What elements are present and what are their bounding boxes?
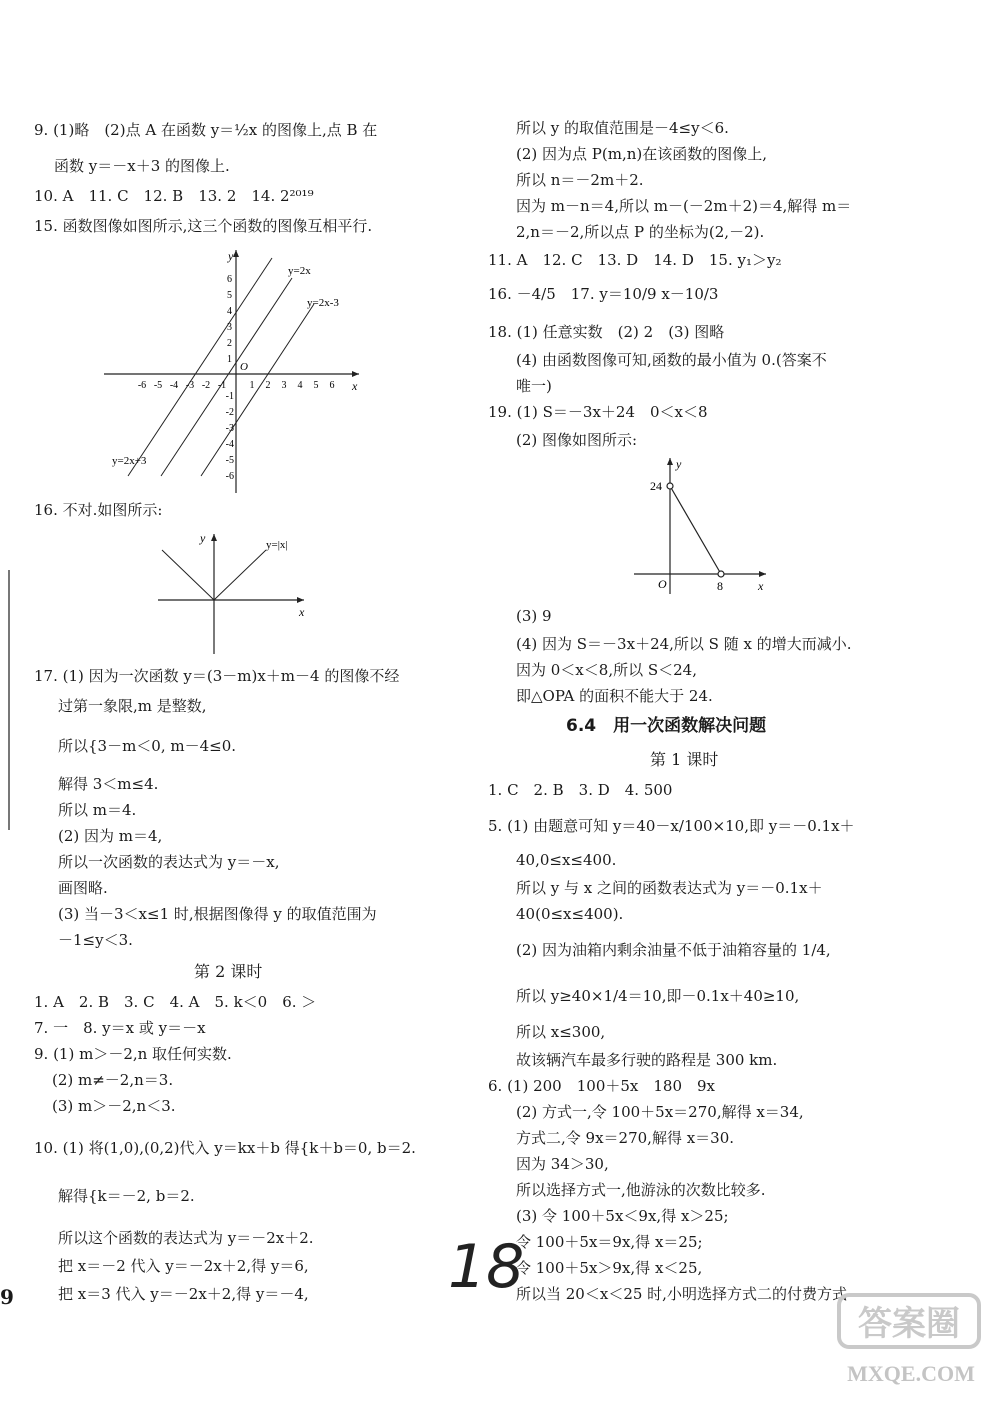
answer-line: 7. 一 8. y＝x 或 y＝－x (34, 1019, 206, 1037)
answer-line: 18. (1) 任意实数 (2) 2 (3) 图略 (488, 323, 725, 341)
answer-line: 唯一) (516, 377, 552, 395)
answer-line: 故该辆汽车最多行驶的路程是 300 km. (516, 1051, 778, 1069)
answer-line: 把 x＝－2 代入 y＝－2x＋2,得 y＝6, (58, 1257, 309, 1275)
axis-label: x (352, 379, 358, 393)
tick-label: 1 (249, 380, 255, 391)
tick-label: 2 (265, 380, 271, 391)
answer-line: 画图略. (58, 879, 108, 897)
answer-line: －1≤y＜3. (58, 931, 133, 949)
line-label: y=2x-3 (307, 297, 339, 309)
answer-line: 所以 n＝－2m＋2. (516, 171, 644, 189)
tick-label: 24 (650, 479, 662, 493)
answer-line: 16. －4/5 17. y＝10/9 x－10/3 (488, 285, 719, 303)
answer-line: (3) 当－3＜x≤1 时,根据图像得 y 的取值范围为 (58, 905, 377, 923)
answer-line: 1. A 2. B 3. C 4. A 5. k＜0 6. ＞ (34, 993, 317, 1011)
answer-line: 解得 3＜m≤4. (58, 775, 159, 793)
answer-line: 10. (1) 将(1,0),(0,2)代入 y＝kx＋b 得{k＋b＝0, b＝2. (34, 1139, 416, 1157)
answer-line: 11. A 12. C 13. D 14. D 15. y₁＞y₂ (488, 251, 782, 269)
axis-label: y (200, 531, 206, 545)
tick-label: 3 (281, 380, 287, 391)
answer-line: 过第一象限,m 是整数, (58, 697, 207, 715)
answer-line: 所以 y 的取值范围是－4≤y＜6. (516, 119, 729, 137)
tick-label: -2 (201, 380, 211, 391)
page-edge-mark (8, 570, 10, 830)
axis-label: y (228, 249, 234, 263)
line-label: y=2x (288, 265, 311, 277)
tick-label: 8 (717, 579, 723, 593)
line-label: y=2x+3 (112, 455, 147, 467)
answer-line: (2) 因为点 P(m,n)在该函数的图像上, (516, 145, 768, 163)
answer-line: 所以一次函数的表达式为 y＝－x, (58, 853, 280, 871)
answer-line: 所以{3－m＜0, m－4≤0. (58, 737, 237, 755)
answer-line: 17. (1) 因为一次函数 y＝(3－m)x＋m－4 的图像不经 (34, 667, 400, 685)
answer-line: 所以 y 与 x 之间的函数表达式为 y＝－0.1x＋ (516, 879, 823, 897)
answer-line: 方式二,令 9x＝270,解得 x＝30. (516, 1129, 735, 1147)
tick-label: 4 (297, 380, 303, 391)
section-title: 6.4 用一次函数解决问题 (566, 716, 767, 736)
tick-label: -3 (185, 380, 195, 391)
subsection-title: 第 1 课时 (650, 750, 719, 769)
answer-line: 因为 m－n＝4,所以 m－(－2m＋2)＝4,解得 m＝ (516, 197, 852, 215)
answer-line: 2,n＝－2,所以点 P 的坐标为(2,－2). (516, 223, 765, 241)
answer-line: 1. C 2. B 3. D 4. 500 (488, 781, 673, 799)
tick-label: -2 (225, 407, 234, 418)
page-number: 9 (0, 1285, 14, 1309)
origin-label: O (240, 361, 248, 373)
answer-line: 解得{k＝－2, b＝2. (58, 1187, 195, 1205)
graph-s-function (626, 454, 776, 604)
origin-label: O (658, 577, 667, 591)
tick-label: -4 (169, 380, 179, 391)
answer-line: (3) 9 (516, 607, 552, 625)
answer-line: 9. (1)略 (2)点 A 在函数 y＝½x 的图像上,点 B 在 (34, 121, 378, 139)
answer-line: 所以当 20＜x＜25 时,小明选择方式二的付费方式 (516, 1285, 847, 1303)
graph-absolute-value (154, 528, 314, 658)
graph-label: y=|x| (266, 539, 288, 551)
tick-label: -1 (217, 380, 227, 391)
graph-parallel-lines (104, 248, 364, 498)
tick-label: -5 (153, 380, 163, 391)
answer-line: 因为 0＜x＜8,所以 S＜24, (516, 661, 697, 679)
answer-line: (2) 因为油箱内剩余油量不低于油箱容量的 1/4, (516, 941, 831, 959)
answer-line: 因为 34＞30, (516, 1155, 609, 1173)
answer-line: 令 100＋5x＞9x,得 x＜25, (516, 1259, 703, 1277)
tick-label: -5 (225, 455, 234, 466)
answer-line: (4) 由函数图像可知,函数的最小值为 0.(答案不 (516, 351, 827, 369)
tick-label: 6 (329, 380, 335, 391)
answer-line: 所以这个函数的表达式为 y＝－2x＋2. (58, 1229, 314, 1247)
answer-line: (4) 因为 S＝－3x＋24,所以 S 随 x 的增大而减小. (516, 635, 852, 653)
watermark-logo (835, 1285, 990, 1390)
tick-label: 4 (227, 306, 232, 317)
watermark-url: MXQE.COM (847, 1361, 975, 1386)
answer-line: 6. (1) 200 100＋5x 180 9x (488, 1077, 715, 1095)
tick-label: -4 (225, 439, 234, 450)
tick-label: -6 (137, 380, 147, 391)
answer-line: (3) m＞－2,n＜3. (52, 1097, 176, 1115)
answer-line: 9. (1) m＞－2,n 取任何实数. (34, 1045, 232, 1063)
tick-label: 6 (227, 274, 232, 285)
answer-line: 16. 不对.如图所示: (34, 501, 163, 519)
answer-line: (2) 因为 m＝4, (58, 827, 163, 845)
answer-line: 所以 x≤300, (516, 1023, 606, 1041)
axis-label: x (299, 605, 305, 619)
answer-line: (2) 方式一,令 100＋5x＝270,解得 x＝34, (516, 1103, 804, 1121)
tick-label: -1 (225, 391, 234, 402)
answer-line: 5. (1) 由题意可知 y＝40－x/100×10,即 y＝－0.1x＋ (488, 817, 855, 835)
answer-line: (2) 图像如图所示: (516, 431, 638, 449)
answer-line: (2) m≠－2,n＝3. (52, 1071, 174, 1089)
answer-line: 函数 y＝－x＋3 的图像上. (54, 157, 230, 175)
tick-label: 1 (227, 354, 232, 365)
answer-line: 15. 函数图像如图所示,这三个函数的图像互相平行. (34, 217, 373, 235)
answer-line: 所以 y≥40×1/4＝10,即－0.1x＋40≥10, (516, 987, 800, 1005)
subsection-title: 第 2 课时 (194, 962, 263, 981)
answer-line: 10. A 11. C 12. B 13. 2 14. 2²⁰¹⁹ (34, 187, 314, 205)
tick-label: 5 (227, 290, 232, 301)
tick-label: 3 (227, 322, 232, 333)
tick-label: 5 (313, 380, 319, 391)
answer-line: 所以 m＝4. (58, 801, 137, 819)
answer-line: (3) 令 100＋5x＜9x,得 x＞25; (516, 1207, 729, 1225)
answer-line: 令 100＋5x＝9x,得 x＝25; (516, 1233, 703, 1251)
axis-label: x (758, 579, 764, 593)
tick-label: 2 (227, 338, 232, 349)
answer-line: 即△OPA 的面积不能大于 24. (516, 687, 713, 705)
answer-line: 40,0≤x≤400. (516, 851, 617, 869)
handwritten-note: 18 (448, 1232, 525, 1302)
answer-line: 40(0≤x≤400). (516, 905, 624, 923)
tick-label: -6 (225, 471, 234, 482)
watermark-text: 答案圈 (858, 1306, 960, 1343)
axis-label: y (676, 457, 682, 471)
tick-label: -3 (225, 423, 234, 434)
answer-line: 所以选择方式一,他游泳的次数比较多. (516, 1181, 766, 1199)
answer-line: 把 x＝3 代入 y＝－2x＋2,得 y＝－4, (58, 1285, 309, 1303)
answer-line: 19. (1) S＝－3x＋24 0＜x＜8 (488, 403, 708, 421)
